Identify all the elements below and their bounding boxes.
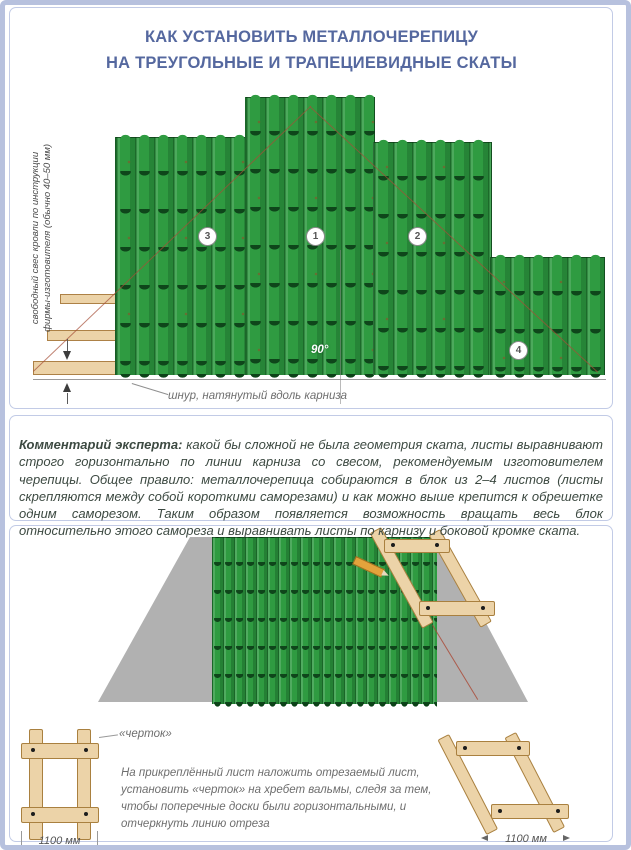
expert-commentary-lead: Комментарий эксперта: — [19, 437, 183, 452]
overhang-note-line2: фирмы-изготовителя (обычно 40–50 мм) — [42, 144, 53, 333]
screw-icon — [498, 809, 502, 813]
screw-icon — [31, 748, 35, 752]
sheet-number-badge: 1 — [306, 227, 325, 246]
cutting-instruction-line: чтобы поперечные доски были горизонтальными, и — [121, 801, 407, 813]
screw-icon — [84, 812, 88, 816]
overhang-dimension-stem — [67, 339, 68, 351]
cutting-instruction — [121, 765, 441, 833]
up-arrow-icon — [63, 383, 71, 392]
tool-width-dimension: 1100 мм — [505, 833, 547, 845]
screw-icon — [463, 746, 467, 750]
overhang-dimension-stem — [67, 393, 68, 404]
page-title-line2: НА ТРЕУГОЛЬНЫЕ И ТРАПЕЦИЕВИДНЫЕ СКАТЫ — [106, 53, 517, 72]
left-arrow-icon — [481, 835, 488, 841]
sheet-number-badge: 3 — [198, 227, 217, 246]
screw-icon — [426, 606, 430, 610]
down-arrow-icon — [63, 351, 71, 360]
sheet-number-badge: 2 — [408, 227, 427, 246]
overhang-note-line1: свободный свес кровли по инструкции — [30, 151, 41, 325]
overhang-note — [30, 112, 54, 364]
screw-icon — [391, 543, 395, 547]
tile-sheet-block — [212, 537, 437, 704]
screw-icon — [435, 543, 439, 547]
screw-icon — [31, 812, 35, 816]
right-angle-label: 90° — [311, 344, 329, 356]
cutting-instruction-line: установить «черток» на хребет вальмы, следя за тем, — [121, 784, 432, 796]
screw-icon — [84, 748, 88, 752]
tile-sheet-4 — [490, 257, 605, 375]
page-title-line1: КАК УСТАНОВИТЬ МЕТАЛЛОЧЕРЕПИЦУ — [145, 28, 478, 46]
right-arrow-icon — [563, 835, 570, 841]
screw-icon — [556, 809, 560, 813]
perpendicular-reference-line — [340, 250, 341, 404]
page-title — [9, 25, 614, 76]
batten-strip — [47, 330, 120, 341]
cord-label: шнур, натянутый вдоль карниза — [168, 390, 347, 402]
eaves-cord-line — [33, 379, 606, 380]
screw-icon — [481, 606, 485, 610]
expert-commentary-body: какой бы сложной не была геометрия ската, листы выравнивают строго горизонтально по линии карниза со свесом, рекомендуемым изготовителем черепицы. Общее правило: металлочерепица собираются в блок из 2–4 листов (листы скрепляются между собой короткими саморезами) и как можно выше крепится к обрешетке одним саморезом. Таким образом появляется возможность вращать весь блок относительно этого самореза и выравнивать листы по карнизу и боковой кромке ската. — [19, 437, 604, 539]
cutting-instruction-line: На прикреплённый лист наложить отрезаемый лист, — [121, 767, 420, 779]
screw-icon — [517, 746, 521, 750]
tool-width-dimension: 1100 мм — [38, 835, 81, 847]
sheet-number-badge: 4 — [509, 341, 528, 360]
expert-commentary — [19, 436, 603, 540]
cutting-instruction-line: отчеркнуть линию отреза — [121, 818, 270, 830]
tile-sheet-3 — [115, 137, 247, 375]
tool-label: «черток» — [119, 728, 172, 740]
